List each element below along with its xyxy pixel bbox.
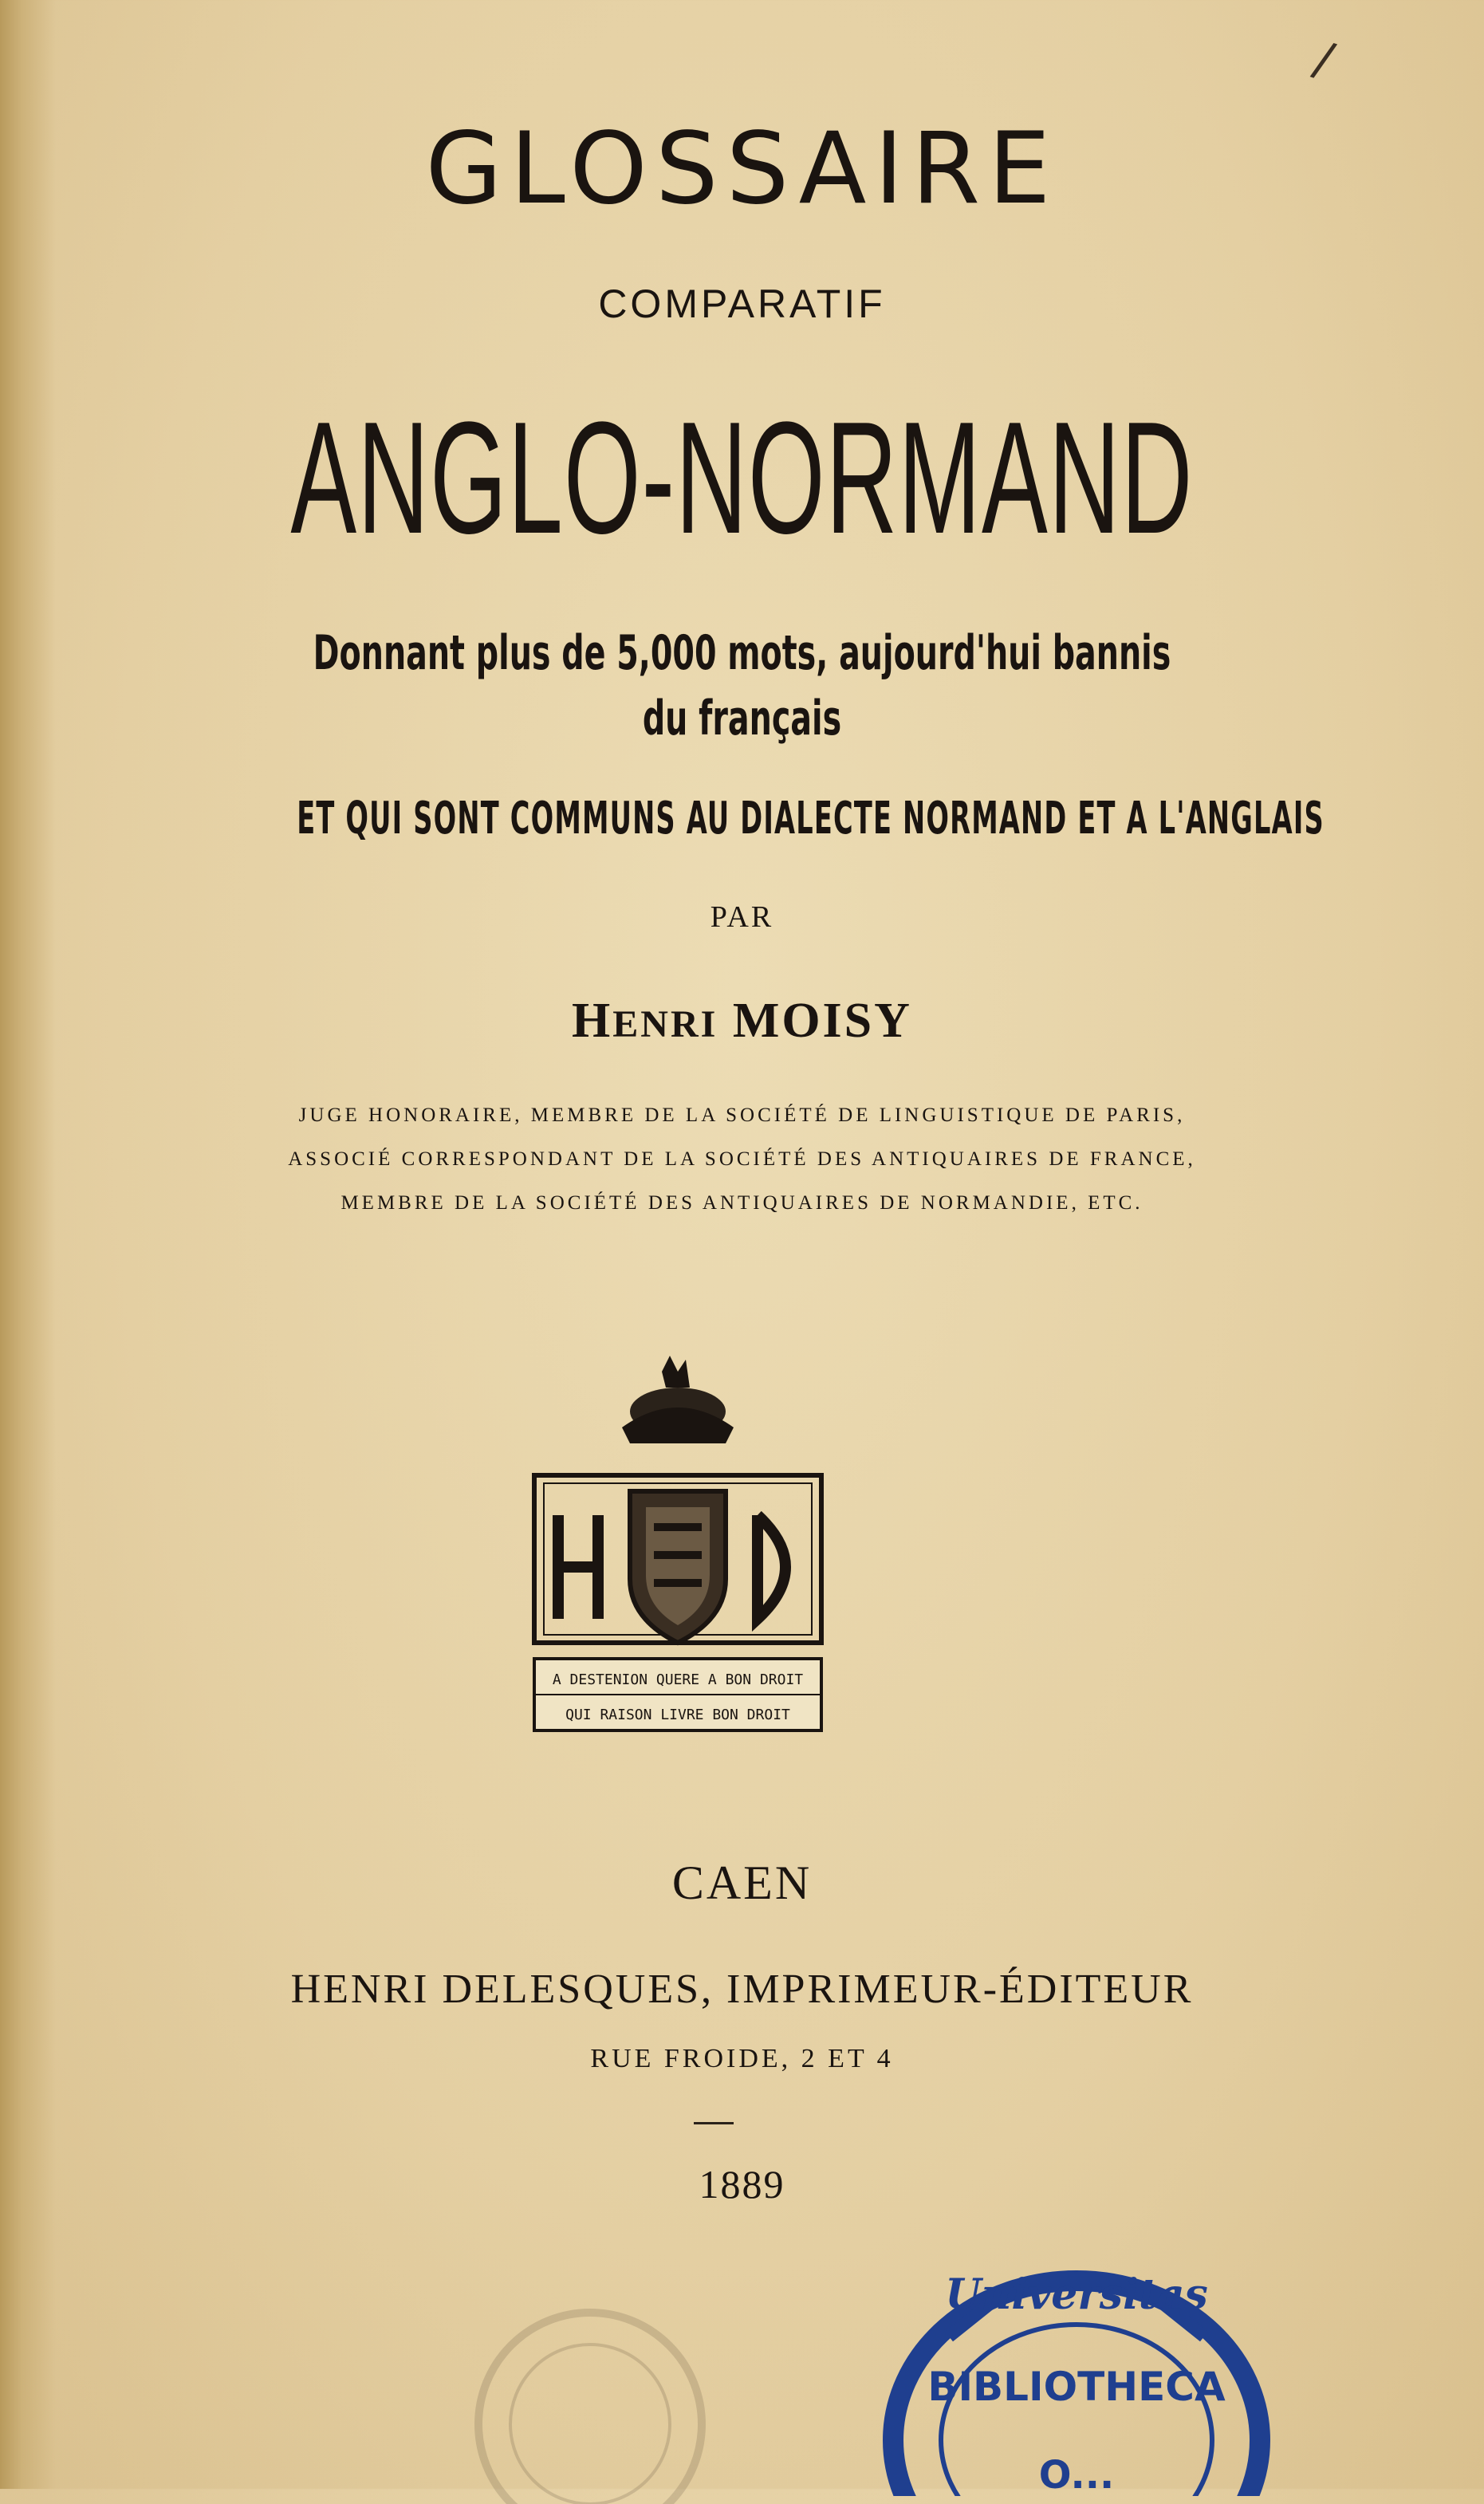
faded-stamp-icon: [463, 2297, 718, 2504]
author-last-name: MOISY: [732, 994, 912, 1048]
printer-address: RUE FROIDE, 2 ET 4: [590, 2044, 894, 2073]
author-name: [0, 993, 1484, 1049]
crown-icon: [622, 1356, 734, 1443]
printer-emblem: [526, 1356, 829, 1738]
author-first-rest: ENRI: [612, 1003, 718, 1045]
author-credential-1: JUGE HONORAIRE, MEMBRE DE LA SOCIÉTÉ DE LINGUISTIQUE DE PARIS,: [298, 1104, 1186, 1126]
description-line-3: ET QUI SONT COMMUNS AU DIALECTE NORMAND ET A L'ANGLAIS: [297, 793, 1325, 845]
page-edge-shadow: [0, 0, 56, 2489]
monogram-h-icon: [558, 1515, 598, 1619]
by-label: PAR: [710, 900, 774, 934]
author-credential-3: MEMBRE DE LA SOCIÉTÉ DES ANTIQUAIRES DE NORMANDIE, ETC.: [340, 1192, 1144, 1214]
description-line-2: du français: [642, 691, 842, 746]
subtitle: COMPARATIF: [598, 282, 886, 326]
stamp-center-text: BIBLIOTHECA: [927, 2364, 1226, 2410]
main-title: ANGLO-NORMAND: [290, 389, 1194, 567]
emblem-motto-line-2: QUI RAISON LIVRE BON DROIT: [565, 1707, 790, 1723]
description-line-1: Donnant plus de 5,000 mots, aujourd'hui bannis: [313, 625, 1171, 681]
monogram-d-icon: [758, 1515, 785, 1619]
author-credential-2: ASSOCIÉ CORRESPONDANT DE LA SOCIÉTÉ DES ANTIQUAIRES DE FRANCE,: [288, 1148, 1196, 1170]
corner-pencil-mark: /: [1307, 30, 1340, 89]
title: GLOSSAIRE: [425, 112, 1059, 226]
stamp-bottom-text: O...: [1038, 2453, 1115, 2496]
printer-name: HENRI DELESQUES, IMPRIMEUR-ÉDITEUR: [290, 1967, 1194, 2012]
shield-icon: [630, 1491, 726, 1643]
publication-city: CAEN: [671, 1856, 813, 1909]
separator-rule: [694, 2122, 734, 2124]
stamp-top-text: Universitas: [945, 2270, 1208, 2319]
library-stamp: [877, 2233, 1324, 2496]
emblem-motto-line-1: A DESTENION QUERE A BON DROIT: [552, 1671, 804, 1688]
publication-year: 1889: [699, 2162, 785, 2207]
author-first-initial: H: [572, 994, 613, 1048]
